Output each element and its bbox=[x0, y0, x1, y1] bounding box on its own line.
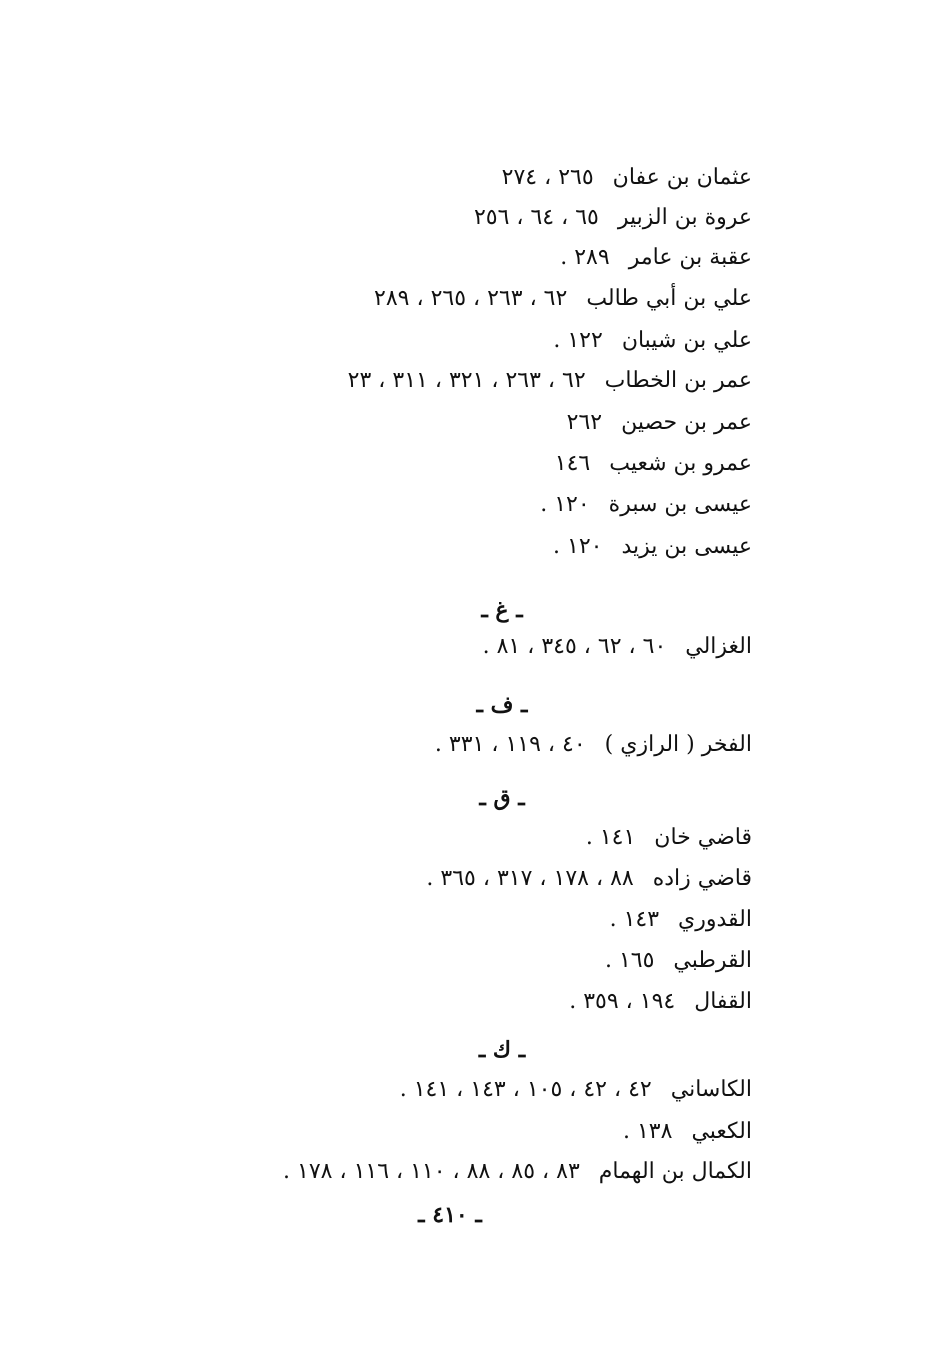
entry-pages: ١٦٥ . bbox=[604, 948, 655, 973]
index-entry bbox=[502, 163, 752, 193]
entry-name: الكعبي bbox=[691, 1119, 752, 1144]
entry-name: عيسى بن يزيد bbox=[621, 534, 752, 559]
index-entry bbox=[483, 632, 752, 662]
entry-pages: ٦٢ ، ٢٦٣ ، ٢٦٥ ، ٢٨٩ bbox=[374, 286, 568, 311]
entry-name: عيسى بن سبرة bbox=[608, 492, 752, 517]
entry-name: عروة بن الزبير bbox=[617, 205, 752, 230]
index-entry bbox=[283, 1157, 752, 1187]
entry-pages: ١٤٣ . bbox=[609, 907, 660, 932]
index-entry bbox=[610, 905, 752, 935]
entry-name: عقبة بن عامر bbox=[628, 245, 752, 270]
entry-name: عمر بن حصين bbox=[621, 410, 752, 435]
entry-name: عمر بن الخطاب bbox=[604, 368, 752, 393]
entry-pages: ٢٦٥ ، ٢٧٤ bbox=[501, 165, 594, 190]
index-entry bbox=[426, 864, 752, 894]
section-header-kaf: ـ ك ـ bbox=[478, 1037, 526, 1063]
entry-pages: ١٢٠ . bbox=[553, 534, 603, 559]
index-entry bbox=[586, 823, 752, 853]
entry-pages: ١٤٦ bbox=[554, 451, 591, 476]
index-entry bbox=[553, 532, 752, 562]
index-entry bbox=[623, 1117, 752, 1147]
entry-pages: ٨٨ ، ١٧٨ ، ٣١٧ ، ٣٦٥ . bbox=[426, 866, 634, 891]
section-header-qaf: ـ ق ـ bbox=[479, 785, 525, 811]
section-header-ghain: ـ غ ـ bbox=[481, 597, 523, 623]
entry-name: الكمال بن الهمام bbox=[598, 1159, 752, 1184]
entry-name: الغزالي bbox=[685, 634, 752, 659]
entry-name: الفخر ( الرازي ) bbox=[604, 732, 752, 757]
index-entry bbox=[560, 243, 752, 273]
entry-pages: ١٣٨ . bbox=[622, 1119, 673, 1144]
entry-name: قاضي زاده bbox=[652, 866, 752, 891]
entry-pages: ١٢٢ . bbox=[553, 328, 603, 353]
page-number: ـ ٤١٠ ـ bbox=[418, 1202, 482, 1228]
entry-name: علي بن أبي طالب bbox=[586, 286, 752, 311]
index-entry bbox=[400, 1075, 752, 1105]
entry-name: الكاساني bbox=[670, 1077, 752, 1102]
index-entry bbox=[569, 987, 752, 1017]
entry-pages: ٤٢ ، ٤٢ ، ١٠٥ ، ١٤٣ ، ١٤١ . bbox=[399, 1077, 652, 1102]
index-entry bbox=[555, 449, 752, 479]
entry-pages: ٤٠ ، ١١٩ ، ٣٣١ . bbox=[434, 732, 586, 757]
index-entry bbox=[567, 408, 752, 438]
entry-pages: ٨٣ ، ٨٥ ، ٨٨ ، ١١٠ ، ١١٦ ، ١٧٨ . bbox=[283, 1159, 580, 1184]
entry-name: قاضي خان bbox=[654, 825, 752, 850]
entry-pages: ٦٥ ، ٦٤ ، ٢٥٦ bbox=[473, 205, 599, 230]
index-entry bbox=[553, 326, 752, 356]
index-entry bbox=[540, 490, 752, 520]
entry-name: القرطبي bbox=[673, 948, 752, 973]
entry-pages: ٢٦٢ bbox=[566, 410, 603, 435]
section-header-fa: ـ ف ـ bbox=[476, 692, 528, 718]
index-entry bbox=[474, 203, 752, 233]
index-entry bbox=[374, 284, 752, 314]
entry-name: القدوري bbox=[678, 907, 752, 932]
entry-name: علي بن شيبان bbox=[621, 328, 752, 353]
entry-pages: ٦٢ ، ٢٦٣ ، ٣٢١ ، ٣١١ ، ٢٣ bbox=[347, 368, 586, 393]
entry-name: القفال bbox=[694, 989, 752, 1014]
entry-name: عمرو بن شعيب bbox=[609, 451, 752, 476]
index-entry bbox=[435, 730, 752, 760]
entry-pages: ٦٠ ، ٦٢ ، ٣٤٥ ، ٨١ . bbox=[482, 634, 667, 659]
entry-pages: ١٤١ . bbox=[585, 825, 636, 850]
entry-name: عثمان بن عفان bbox=[612, 165, 752, 190]
index-entry bbox=[605, 946, 752, 976]
entry-pages: ١٩٤ ، ٣٥٩ . bbox=[569, 989, 676, 1014]
entry-pages: ١٢٠ . bbox=[540, 492, 590, 517]
entry-pages: ٢٨٩ . bbox=[560, 245, 610, 270]
index-entry bbox=[348, 366, 752, 396]
